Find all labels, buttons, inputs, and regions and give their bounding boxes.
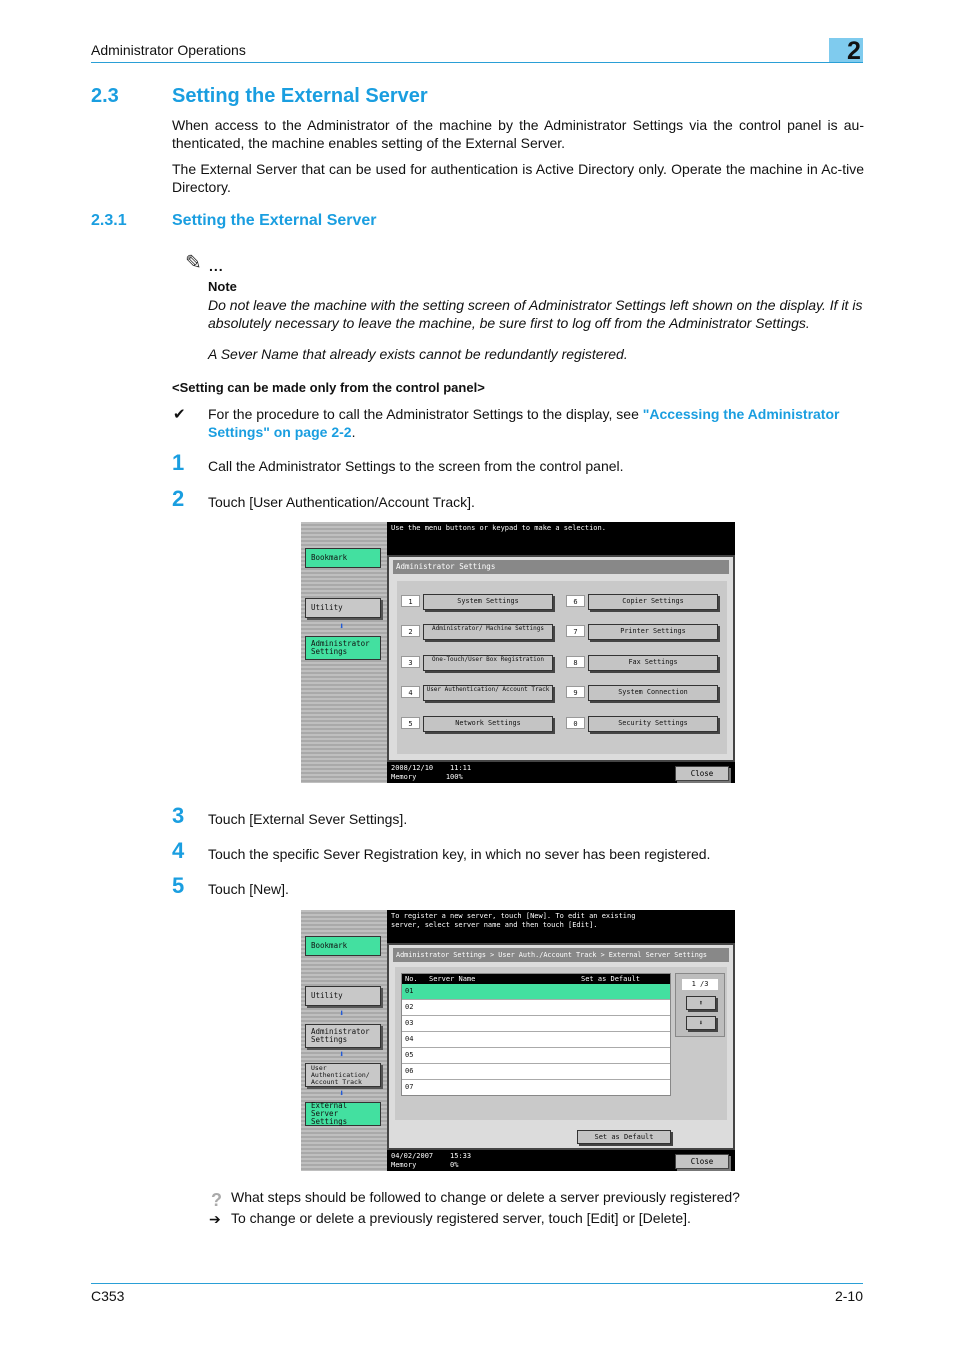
panel-title: Administrator Settings > User Auth./Account Track > External Server Settings	[393, 948, 729, 962]
bookmark-button[interactable]: Bookmark	[305, 936, 381, 956]
question-icon: ?	[211, 1190, 222, 1210]
menu-number: 9	[566, 686, 585, 698]
menu-number: 0	[566, 717, 585, 729]
page-indicator: 1 /3	[682, 979, 718, 990]
server-table	[401, 973, 671, 1096]
step-number: 5	[172, 873, 185, 898]
table-row[interactable]: 02	[402, 1000, 670, 1016]
utility-button[interactable]: Utility	[305, 986, 381, 1006]
status-date: 04/02/2007	[391, 1152, 434, 1160]
user-authentication-button[interactable]: User Authentication/ Account Track	[423, 685, 553, 701]
step-number: 3	[172, 803, 185, 828]
header-rule	[91, 62, 863, 63]
menu-number: 3	[401, 656, 420, 668]
copier-settings-button[interactable]: Copier Settings	[588, 594, 718, 610]
memory-value: 100%	[445, 773, 463, 781]
table-row[interactable]: 07	[405, 1083, 414, 1091]
running-header: Administrator Operations	[91, 42, 246, 58]
subsection-title: Setting the External Server	[172, 212, 377, 229]
step-text: Touch [User Authentication/Account Track].	[208, 494, 475, 510]
message-bar	[387, 910, 735, 947]
paragraph: The External Server that can be used for authentication is Active Directory only. Operate the machine in Ac-tive Directory.	[172, 161, 864, 195]
administrator-settings-button[interactable]: Administrator Settings	[305, 1024, 381, 1048]
fax-settings-button[interactable]: Fax Settings	[588, 655, 718, 671]
note-pencil-icon: ✎	[185, 252, 202, 274]
admin-settings-screenshot	[301, 522, 735, 783]
footer-rule	[91, 1283, 863, 1284]
footer-model: C353	[91, 1288, 125, 1304]
memory-value: 0%	[450, 1161, 459, 1169]
answer-text: To change or delete a previously registered server, touch [Edit] or [Delete].	[231, 1210, 691, 1226]
arrow-right-icon: ➔	[209, 1211, 221, 1227]
page-down-button[interactable]: ⬇	[686, 1016, 716, 1030]
settings-panel	[387, 555, 735, 762]
message-bar: Use the menu buttons or keypad to make a selection.	[387, 522, 735, 559]
menu-number: 2	[401, 625, 420, 637]
close-button[interactable]: Close	[675, 1154, 729, 1169]
one-touch-registration-button[interactable]: One-Touch/User Box Registration	[423, 655, 553, 671]
table-row[interactable]: 03	[402, 1016, 670, 1032]
table-row[interactable]: 04	[402, 1032, 670, 1048]
memory-label: Memory	[391, 773, 417, 781]
down-arrow-icon: ⬇	[339, 622, 345, 632]
bookmark-button[interactable]: Bookmark	[305, 548, 381, 568]
step-number: 2	[172, 486, 185, 511]
note-dots-icon: ...	[209, 258, 224, 274]
question-text: What steps should be followed to change or delete a server previously registered?	[231, 1189, 740, 1205]
table-row[interactable]: 05	[402, 1048, 670, 1064]
external-server-screenshot	[301, 910, 735, 1171]
menu-number: 8	[566, 656, 585, 668]
step-text: Touch [External Sever Settings].	[208, 811, 408, 827]
user-authentication-button[interactable]: User Authentication/ Account Track	[305, 1063, 381, 1087]
cross-reference-link[interactable]: "Accessing the Administrator Settings" on page 2-2	[208, 406, 840, 440]
status-date: 2008/12/10	[391, 764, 434, 772]
panel-title: Administrator Settings	[393, 560, 729, 574]
set-as-default-button[interactable]: Set as Default	[577, 1130, 671, 1144]
settings-panel	[387, 943, 735, 1150]
status-bar	[387, 762, 735, 783]
section-number: 2.3	[91, 85, 119, 107]
bullet-text: For the procedure to call the Administrator Settings to the display, see "Accessing the Administrator Settings" on page 2-2.	[208, 406, 840, 440]
system-connection-button[interactable]: System Connection	[588, 685, 718, 701]
column-server-name: Server Name	[429, 975, 476, 983]
step-text: Touch the specific Sever Registration key, in which no sever has been registered.	[208, 846, 711, 862]
table-row[interactable]: 06	[402, 1064, 670, 1080]
status-time: 11:11	[450, 764, 472, 772]
menu-number: 5	[401, 717, 420, 729]
chapter-number: 2	[847, 37, 861, 65]
network-settings-button[interactable]: Network Settings	[423, 716, 553, 732]
step-text: Touch [New].	[208, 881, 289, 897]
status-time: 15:33	[450, 1152, 472, 1160]
step-number: 4	[172, 838, 185, 863]
system-settings-button[interactable]: System Settings	[423, 594, 553, 610]
note-text: Do not leave the machine with the setting screen of Administrator Settings left shown on the display. If it is absolutely necessary to leave the machine, be sure first to log off from the Administrator Settings.	[208, 297, 863, 331]
down-arrow-icon: ⬇	[339, 1050, 345, 1060]
menu-number: 7	[566, 625, 585, 637]
message-line: server, select server name and then touch [Edit].	[391, 921, 598, 929]
note-title: Note	[208, 279, 237, 294]
column-no: No.	[405, 975, 418, 983]
printer-settings-button[interactable]: Printer Settings	[588, 624, 718, 640]
side-panel	[301, 522, 387, 783]
down-arrow-icon: ⬇	[339, 1009, 345, 1019]
administrator-settings-button[interactable]: Administrator Settings	[305, 636, 381, 660]
subsection-number: 2.3.1	[91, 212, 127, 229]
menu-number: 4	[401, 686, 420, 698]
table-row[interactable]: 01	[402, 984, 670, 1000]
subheading: <Setting can be made only from the control panel>	[172, 380, 485, 395]
administrator-machine-settings-button[interactable]: Administrator/ Machine Settings	[423, 624, 553, 640]
memory-label: Memory	[391, 1161, 417, 1169]
down-arrow-icon: ⬇	[339, 1089, 345, 1099]
security-settings-button[interactable]: Security Settings	[588, 716, 718, 732]
checkmark-icon: ✔	[173, 406, 186, 423]
pager	[675, 973, 725, 1037]
message-line: To register a new server, touch [New]. To edit an existing	[391, 912, 636, 920]
side-panel	[301, 910, 387, 1171]
menu-number: 1	[401, 595, 420, 607]
step-number: 1	[172, 450, 185, 475]
section-title: Setting the External Server	[172, 85, 428, 107]
status-bar	[387, 1150, 735, 1171]
page-up-button[interactable]: ⬆	[686, 996, 716, 1010]
step-text: Call the Administrator Settings to the screen from the control panel.	[208, 458, 624, 474]
paragraph: When access to the Administrator of the machine by the Administrator Settings via the control panel is au-thenticated, the machine enables setting of the External Server.	[172, 117, 864, 151]
note-text: A Sever Name that already exists cannot be redundantly registered.	[208, 346, 628, 362]
close-button[interactable]: Close	[675, 766, 729, 781]
chapter-tab	[829, 37, 863, 65]
column-default: Set as Default	[581, 975, 641, 983]
table-header	[402, 974, 670, 984]
menu-area	[397, 581, 727, 754]
menu-number: 6	[566, 595, 585, 607]
utility-button[interactable]: Utility	[305, 598, 381, 618]
external-server-settings-button[interactable]: External Server Settings	[305, 1102, 381, 1126]
footer-page-number: 2-10	[834, 1288, 863, 1304]
